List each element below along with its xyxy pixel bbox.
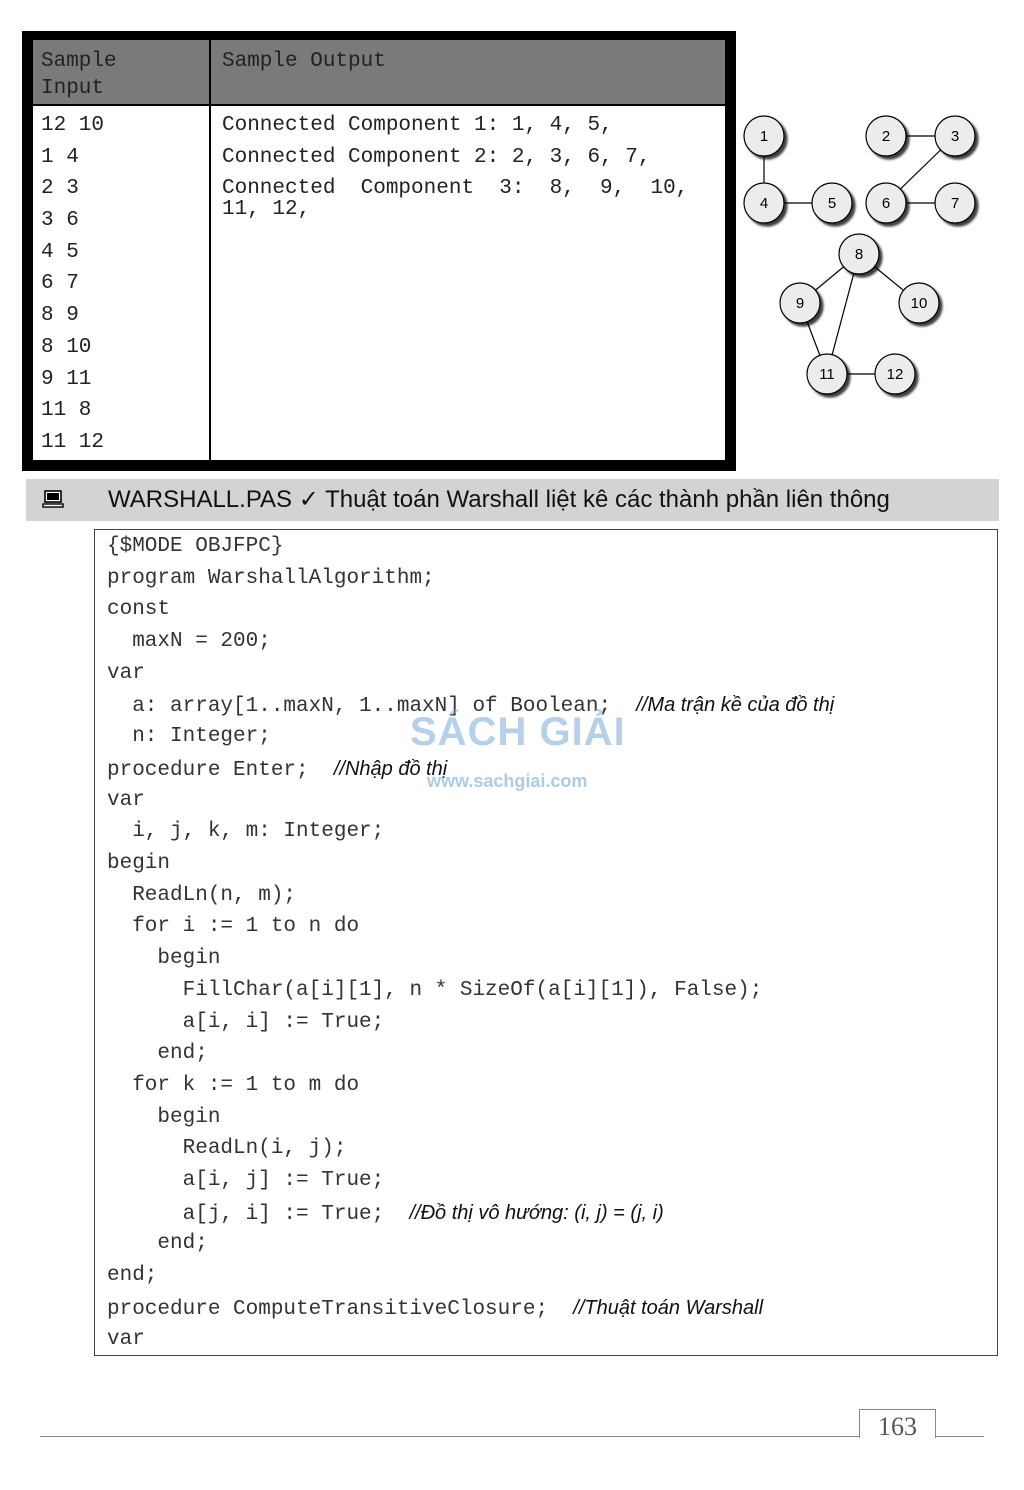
graph-node-4 [744, 183, 784, 223]
code-line: const [107, 598, 171, 621]
code-line: end; [107, 1264, 158, 1287]
page-number: 163 [859, 1409, 936, 1438]
input-line: 12 10 [41, 114, 105, 137]
output-line: Connected Component 3: 8, 9, 10, [222, 177, 689, 201]
input-line: 9 11 [41, 367, 92, 391]
input-line: 6 7 [41, 272, 79, 296]
watermark-logo: SÁCH GIẢI [410, 710, 626, 754]
graph-node-3 [935, 116, 975, 156]
graph-node-1 [744, 116, 784, 156]
graph-node-6 [866, 183, 906, 223]
graph-node-10 [899, 283, 939, 323]
sample-input-lines [41, 110, 104, 459]
input-line: 4 5 [41, 240, 79, 264]
graph-diagram [738, 108, 998, 408]
input-line: 11 8 [41, 399, 92, 423]
svg-text:7: 7 [950, 195, 960, 212]
code-comment: //Nhập đồ thị [333, 758, 448, 780]
code-line: var [107, 1328, 145, 1351]
svg-text:6: 6 [881, 195, 891, 212]
code-line: a[j, i] := True; //Đồ thị vô hướng: (i, j) = (j, i) [107, 1202, 664, 1226]
code-line: for i := 1 to n do [107, 915, 360, 938]
sample-table-inner [31, 38, 727, 462]
sample-table [22, 31, 736, 471]
code-comment: //Đồ thị vô hướng: (i, j) = (j, i) [409, 1202, 664, 1224]
svg-text:1: 1 [759, 128, 769, 145]
input-line: 11 12 [41, 430, 105, 454]
header-sample-input: Sample Input [41, 50, 117, 100]
svg-text:2: 2 [881, 128, 891, 145]
section-title: WARSHALL.PAS ✓ Thuật toán Warshall liệt kê các thành phần liên thông [108, 486, 890, 513]
column-divider [209, 40, 211, 460]
svg-text:8: 8 [854, 246, 864, 263]
svg-text:10: 10 [910, 295, 928, 312]
graph-node-7 [935, 183, 975, 223]
graph-node-11 [807, 354, 847, 394]
output-line: Connected Component 1: 1, 4, 5, [222, 114, 613, 137]
graph-node-9 [780, 283, 820, 323]
input-line: 3 6 [41, 209, 79, 233]
code-comment: //Thuật toán Warshall [573, 1297, 764, 1319]
graph-node-2 [866, 116, 906, 156]
code-line: begin [107, 1106, 221, 1129]
watermark-url: www.sachgiai.com [427, 771, 588, 791]
code-line: ReadLn(n, m); [107, 884, 297, 907]
computer-icon [42, 488, 64, 510]
code-line: maxN = 200; [107, 630, 271, 653]
code-line: a[i, i] := True; [107, 1011, 385, 1034]
code-line: end; [107, 1042, 208, 1065]
header-sample-output: Sample Output [222, 50, 386, 73]
sample-output-lines [222, 110, 722, 225]
code-line: procedure Enter; //Nhập đồ thị [107, 758, 448, 782]
code-line: {$MODE OBJFPC} [107, 535, 284, 558]
code-line: begin [107, 947, 221, 970]
svg-text:5: 5 [827, 195, 837, 212]
graph-node-5 [812, 183, 852, 223]
code-line: FillChar(a[i][1], n * SizeOf(a[i][1]), False); [107, 979, 763, 1002]
svg-text:12: 12 [886, 366, 904, 383]
code-line: a[i, j] := True; [107, 1169, 385, 1192]
svg-text:3: 3 [950, 128, 960, 145]
code-line: n: Integer; [107, 725, 271, 748]
svg-text:11: 11 [819, 366, 835, 383]
svg-text:4: 4 [759, 195, 769, 212]
code-line: a: array[1..maxN, 1..maxN] of Boolean; //Ma trận kề của đồ thị [107, 694, 835, 718]
code-line: for k := 1 to m do [107, 1074, 360, 1097]
svg-text:9: 9 [795, 295, 805, 312]
code-line: i, j, k, m: Integer; [107, 820, 385, 843]
code-line: program WarshallAlgorithm; [107, 567, 435, 590]
code-line: var [107, 789, 145, 812]
input-line: 2 3 [41, 177, 79, 201]
input-line: 8 10 [41, 335, 92, 359]
section-heading [26, 479, 999, 521]
output-line: 11, 12, [222, 198, 311, 222]
code-line: var [107, 662, 145, 685]
input-line: 1 4 [41, 145, 79, 169]
footer-rule [40, 1436, 984, 1437]
input-line: 8 9 [41, 304, 79, 328]
graph-node-12 [875, 354, 915, 394]
code-line: end; [107, 1232, 208, 1255]
code-line: procedure ComputeTransitiveClosure; //Thuật toán Warshall [107, 1297, 764, 1321]
code-listing [94, 529, 998, 1356]
output-line: Connected Component 2: 2, 3, 6, 7, [222, 145, 651, 169]
graph-node-8 [839, 234, 879, 274]
code-line: begin [107, 852, 171, 875]
code-comment: //Ma trận kề của đồ thị [636, 694, 835, 716]
code-line: ReadLn(i, j); [107, 1137, 347, 1160]
